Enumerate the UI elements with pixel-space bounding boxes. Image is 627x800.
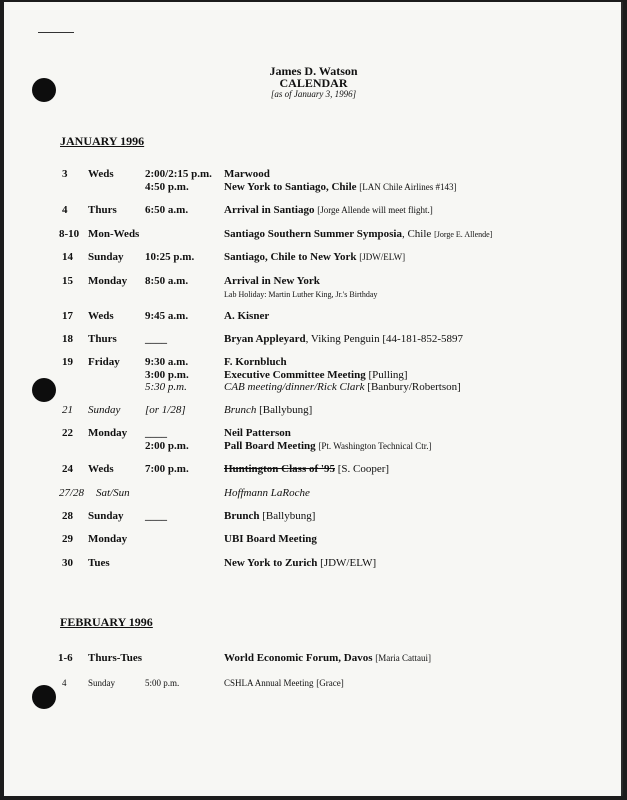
event: UBI Board Meeting — [224, 533, 317, 545]
event-note: [JDW/ELW] — [359, 252, 406, 262]
day: 28 — [62, 510, 73, 522]
time: ____ — [145, 333, 167, 345]
event-extra: , Viking Penguin — [305, 333, 380, 345]
event-row — [224, 440, 431, 453]
event: F. Kornbluch — [224, 356, 287, 368]
weekday: Thurs-Tues — [88, 652, 143, 664]
pen-mark — [38, 32, 74, 33]
weekday: Weds — [88, 310, 114, 322]
weekday: Thurs — [88, 333, 117, 345]
day: 17 — [62, 310, 73, 322]
day: 24 — [62, 463, 73, 475]
event-row — [224, 510, 315, 523]
time: 2:00/2:15 p.m. — [145, 168, 212, 180]
punch-hole-middle — [32, 378, 56, 402]
weekday: Friday — [88, 356, 120, 368]
day: 3 — [62, 168, 68, 180]
event-note: [Jorge E. Allende] — [434, 230, 493, 239]
day: 29 — [62, 533, 73, 545]
weekday: Tues — [88, 557, 110, 569]
event: A. Kisner — [224, 310, 270, 322]
day: 27/28 — [59, 487, 85, 499]
event-row — [224, 181, 457, 194]
day: 4 — [62, 204, 68, 216]
day: 21 — [62, 404, 73, 416]
event-row — [224, 228, 492, 241]
event: Brunch — [224, 510, 260, 522]
event: Bryan Appleyard — [224, 333, 306, 345]
month-heading-january: JANUARY 1996 — [60, 134, 145, 148]
time: 7:00 p.m. — [145, 463, 189, 475]
day: 15 — [62, 275, 73, 287]
event-row — [224, 381, 461, 394]
event: Arrival in Santiago — [224, 204, 315, 216]
weekday: Sunday — [88, 404, 121, 416]
weekday: Sunday — [88, 510, 124, 522]
weekday: Sunday — [88, 678, 115, 688]
time: 8:50 a.m. — [145, 275, 189, 287]
event-extra: , Chile — [401, 228, 432, 240]
weekday: Mon-Weds — [88, 228, 140, 240]
event-row — [224, 251, 405, 264]
event: Hoffmann LaRoche — [224, 487, 310, 499]
weekday: Weds — [88, 463, 114, 475]
event: CAB meeting/dinner/Rick Clark — [224, 381, 365, 393]
event-note: [44-181-852-5897 — [382, 333, 464, 345]
event-note: [Pt. Washington Technical Ctr.] — [318, 441, 432, 451]
time: 10:25 p.m. — [145, 251, 195, 263]
event-note: [Maria Cattaui] — [375, 653, 431, 663]
event: Huntington Class of '95 — [224, 463, 335, 475]
event: New York to Zurich — [224, 557, 318, 569]
time: 5:00 p.m. — [145, 678, 180, 688]
event-row — [224, 204, 433, 217]
event-note: [S. Cooper] — [337, 463, 390, 475]
day: 18 — [62, 333, 73, 345]
day: 8-10 — [59, 228, 80, 240]
header-title: CALENDAR — [279, 76, 348, 90]
event: World Economic Forum, Davos — [224, 652, 373, 664]
day: 14 — [62, 251, 73, 263]
event-note: [Jorge Allende will meet flight.] — [317, 205, 433, 215]
event: CSHLA Annual Meeting — [224, 678, 314, 688]
event: Pall Board Meeting — [224, 440, 316, 452]
time: 4:50 p.m. — [145, 181, 189, 193]
event-row — [224, 557, 376, 570]
event: Santiago Southern Summer Symposia — [224, 228, 402, 240]
event-row — [224, 463, 389, 476]
weekday: Monday — [88, 275, 128, 287]
event: Executive Committee Meeting — [224, 369, 366, 381]
time: 3:00 p.m. — [145, 369, 189, 381]
punch-hole-bottom — [32, 685, 56, 709]
weekday: Monday — [88, 427, 128, 439]
time: 6:50 a.m. — [145, 204, 189, 216]
event: Brunch — [224, 404, 257, 416]
header-as-of: [as of January 3, 1996] — [270, 89, 357, 99]
time: ____ — [145, 427, 167, 439]
event-note: [Pulling] — [368, 369, 408, 381]
event: Santiago, Chile to New York — [224, 251, 357, 263]
day: 22 — [62, 427, 73, 439]
event-note: [Grace] — [316, 678, 344, 688]
event-note: [Ballybung] — [262, 510, 316, 522]
time: 9:30 a.m. — [145, 356, 189, 368]
weekday: Sunday — [88, 251, 124, 263]
day: 19 — [62, 356, 73, 368]
event-note: [JDW/ELW] — [320, 557, 377, 569]
weekday: Sat/Sun — [96, 487, 130, 499]
event-row — [224, 404, 312, 417]
header-name: James D. Watson — [269, 64, 358, 78]
event: Neil Patterson — [224, 427, 291, 439]
weekday: Thurs — [88, 204, 117, 216]
time: [or 1/28] — [145, 404, 186, 416]
weekday: Monday — [88, 533, 128, 545]
time: 5:30 p.m. — [145, 381, 187, 393]
time: ____ — [145, 510, 167, 522]
event-note: [Ballybung] — [259, 404, 313, 416]
event: Arrival in New York — [224, 275, 320, 287]
day: 4 — [62, 678, 67, 688]
time: 9:45 a.m. — [145, 310, 189, 322]
time: 2:00 p.m. — [145, 440, 189, 452]
event: Marwood — [224, 168, 270, 180]
event-note: [LAN Chile Airlines #143] — [359, 182, 457, 192]
event: New York to Santiago, Chile — [224, 181, 357, 193]
month-heading-february: FEBRUARY 1996 — [60, 615, 153, 629]
event-note: Lab Holiday: Martin Luther King, Jr.'s Birthday — [224, 290, 378, 299]
event-row — [224, 652, 431, 665]
day: 1-6 — [58, 652, 73, 664]
weekday: Weds — [88, 168, 114, 180]
event-row — [224, 677, 344, 690]
event-row — [224, 333, 463, 346]
day: 30 — [62, 557, 73, 569]
event-note: [Banbury/Robertson] — [367, 381, 461, 393]
